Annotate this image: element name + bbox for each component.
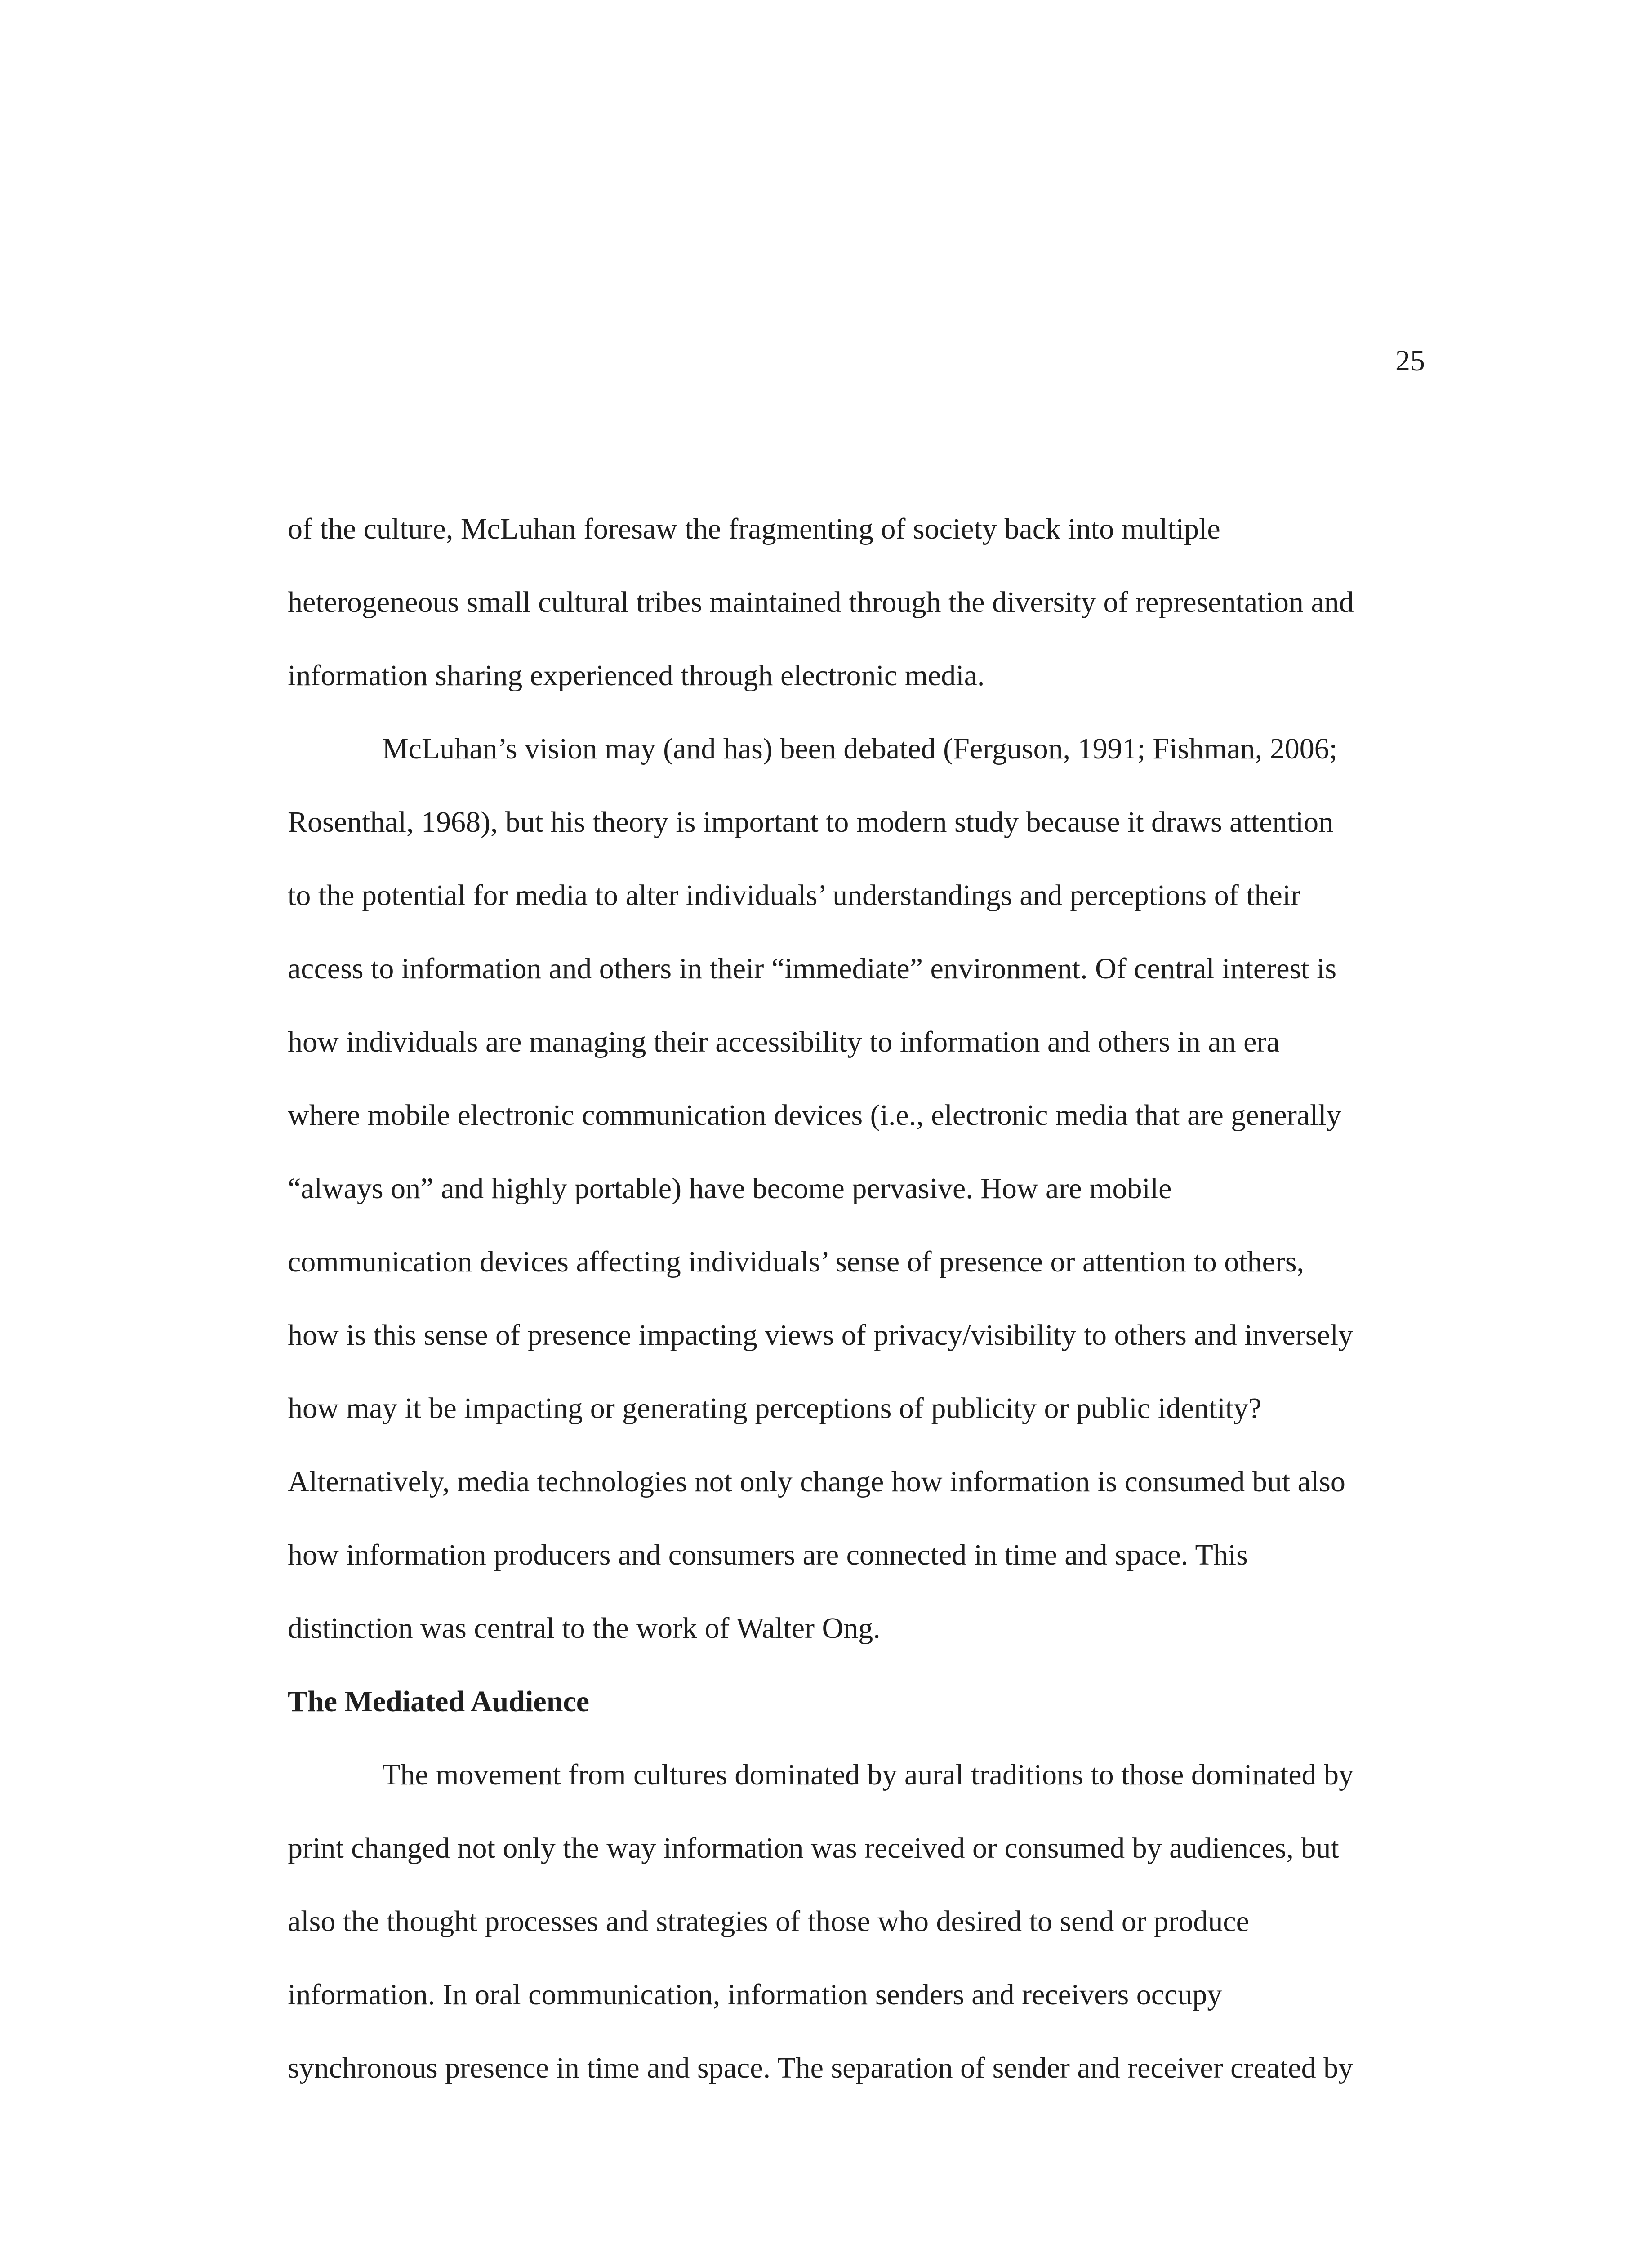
paragraph-1-line-1: of the culture, McLuhan foresaw the fragmenting of society back into multiple bbox=[288, 513, 1220, 545]
paragraph-3-line-1: The movement from cultures dominated by aural traditions to those dominated by bbox=[382, 1758, 1354, 1791]
paragraph-2-line-7: “always on” and highly portable) have become pervasive. How are mobile bbox=[288, 1172, 1172, 1205]
body-text bbox=[288, 492, 1441, 2105]
paragraph-3-line-5: synchronous presence in time and space. The separation of sender and receiver created by bbox=[288, 2052, 1354, 2084]
paragraph-3-line-4: information. In oral communication, information senders and receivers occupy bbox=[288, 1978, 1222, 2011]
paragraph-2-line-2: Rosenthal, 1968), but his theory is important to modern study because it draws attention bbox=[288, 806, 1334, 839]
paragraph-2-line-8: communication devices affecting individuals’ sense of presence or attention to others, bbox=[288, 1245, 1305, 1278]
page-number: 25 bbox=[1395, 344, 1425, 377]
paragraph-2-line-9: how is this sense of presence impacting views of privacy/visibility to others and inversely bbox=[288, 1319, 1354, 1351]
paragraph-2-line-4: access to information and others in their “immediate” environment. Of central interest is bbox=[288, 952, 1337, 985]
paragraph-1-line-2: heterogeneous small cultural tribes maintained through the diversity of representation and bbox=[288, 586, 1354, 619]
paragraph-2-line-6: where mobile electronic communication devices (i.e., electronic media that are generally bbox=[288, 1099, 1341, 1132]
paragraph-3-line-3: also the thought processes and strategies of those who desired to send or produce bbox=[288, 1905, 1249, 1938]
paragraph-2-line-12: how information producers and consumers are connected in time and space. This bbox=[288, 1539, 1248, 1571]
paragraph-2-line-3: to the potential for media to alter individuals’ understandings and perceptions of their bbox=[288, 879, 1301, 912]
paragraph-2-line-5: how individuals are managing their accessibility to information and others in an era bbox=[288, 1026, 1280, 1058]
paragraph-3-line-2: print changed not only the way information was received or consumed by audiences, but bbox=[288, 1832, 1339, 1864]
section-heading: The Mediated Audience bbox=[288, 1685, 589, 1718]
paragraph-2-line-11: Alternatively, media technologies not only change how information is consumed but also bbox=[288, 1465, 1345, 1498]
paragraph-2-line-1: McLuhan’s vision may (and has) been debated (Ferguson, 1991; Fishman, 2006; bbox=[382, 732, 1338, 765]
paragraph-1-line-3: information sharing experienced through electronic media. bbox=[288, 659, 985, 692]
paragraph-2-line-10: how may it be impacting or generating perceptions of publicity or public identity? bbox=[288, 1392, 1262, 1425]
paragraph-2-line-13: distinction was central to the work of Walter Ong. bbox=[288, 1612, 881, 1645]
